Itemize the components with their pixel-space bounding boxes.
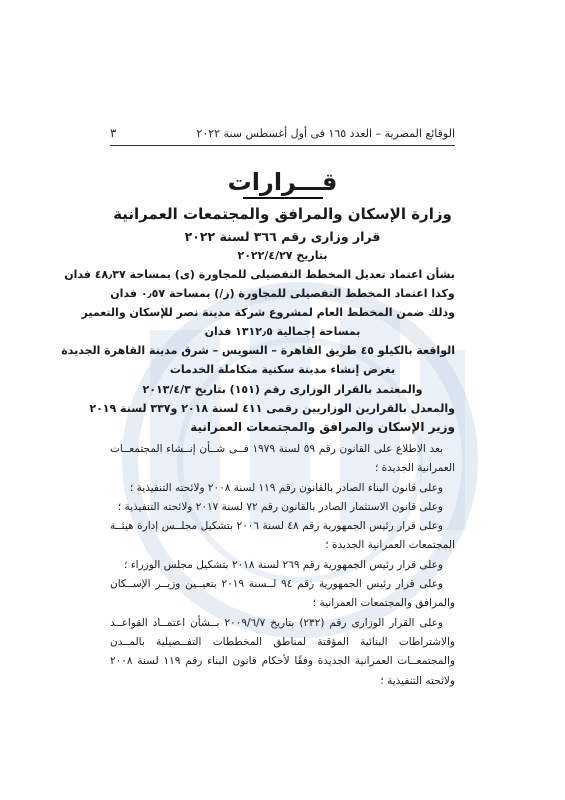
header-rule [110, 145, 455, 146]
ministry-heading: وزارة الإسكان والمرافق والمجتمعات العمرانية [113, 205, 452, 223]
section-title: قـــرارات [227, 168, 338, 196]
subject-line: وذلك ضمن المخطط العام لمشروع شركة مدينة نصر للإسكان والتعمير [81, 306, 455, 319]
subject-line: بشأن اعتماد تعديل المخطط التفصيلى للمجاورة (ى) بمساحة ٤٨٫٣٧ فدان [64, 268, 455, 281]
decree-body [110, 440, 455, 691]
body-paragraph: وعلى قانون البناء الصادر بالقانون رقم ١١٩ لسنة ٢٠٠٨ ولائحته التنفيذية ؛ [129, 481, 443, 494]
body-paragraph: وعلى قرار رئيس الجمهورية رقم ٤٨ لسنة ٢٠٠٦ بتشكيل مجلــس إدارة هيئــة المجتمعات العمرانية الجديدة ؛ [110, 520, 455, 552]
page-number: ٣ [110, 126, 117, 140]
body-paragraph: وعلى قرار رئيس الجمهورية رقم ٩٤ لــسنة ٢٠١٩ بتعيــين وزيــر الإســكان والمرافق والمجتمعات العمرانية ؛ [110, 578, 455, 610]
decree-date: بتاريخ ٢٠٢٢/٤/٢٧ [237, 249, 328, 262]
subject-line: بغرض إنشاء مدينة سكنية متكاملة الخدمات [169, 363, 396, 376]
subject-line: والمعتمد بالقرار الوزارى رقم (١٥١) بتاريخ ٢٠١٣/٤/٣ [142, 383, 423, 396]
subject-line: الواقعة بالكيلو ٤٥ طريق القاهرة – السويس – شرق مدينة القاهرة الجديدة [61, 344, 455, 357]
journal-info: الوقائع المصرية – العدد ١٦٥ فى أول أغسطس سنة ٢٠٢٢ [196, 127, 455, 140]
decree-number: قرار وزارى رقم ٣٦٦ لسنة ٢٠٢٢ [184, 229, 381, 244]
body-paragraph: بعد الاطلاع على القانون رقم ٥٩ لسنة ١٩٧٩ فــى شــأن إنــشاء المجتمعــات العمرانية الجديدة ؛ [110, 443, 455, 475]
body-paragraph: وعلى القرار الوزارى رقم (٢٣٢) بتاريخ ٢٠٠٩/٦/٧ بــشأن اعتمــاد القواعــد والاشتراطات البنائية المؤقتة لمناطق المخططات التفــصيلية بالمــدن والمجتمعــات العمرانية الجديدة وفقًا لأحكام قانون البناء رقم ١١٩ لسنة ٢٠٠٨ ولائحته التنفيذية ؛ [110, 616, 455, 687]
body-paragraph: وعلى قرار رئيس الجمهورية رقم ٢٦٩ لسنة ٢٠١٨ بتشكيل مجلس الوزراء ؛ [124, 558, 443, 571]
subject-line: والمعدل بالقرارين الوزاريين رقمى ٤١١ لسنة ٢٠١٨ و٣٣٧ لسنة ٢٠١٩ [89, 402, 455, 415]
minister-title: وزير الإسكان والمرافق والمجتمعات العمرانية [190, 420, 455, 434]
subject-line: وكذا اعتماد المخطط التفصيلى للمجاورة (ز/) بمساحة ٠٫٥٧ فدان [110, 287, 455, 300]
running-header [110, 126, 455, 140]
body-paragraph: وعلى قانون الاستثمار الصادر بالقانون رقم ٧٢ لسنة ٢٠١٧ ولائحته التنفيذية ؛ [117, 500, 443, 513]
subject-line: بمساحة إجمالية ١٣١٢٫٥ فدان [204, 325, 361, 338]
title-underline [243, 197, 323, 199]
